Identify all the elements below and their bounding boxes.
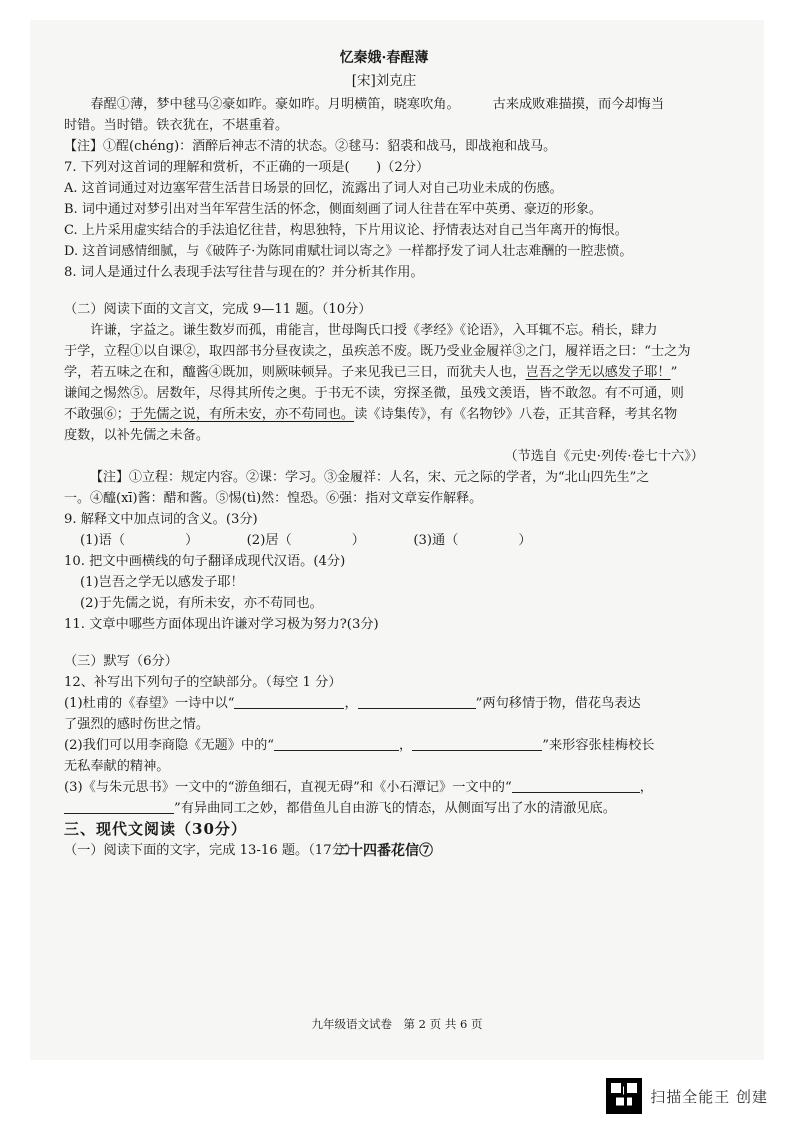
part-3-subheading: （一）阅读下面的文字，完成 13-16 题。（17分） (64, 843, 358, 858)
fill-blank-line (64, 735, 704, 756)
classical-text-line: 度数，以补先儒之未备。 (64, 428, 210, 443)
page-footer: 九年级语文试卷 第 2 页 共 6 页 (311, 1017, 483, 1031)
text-span: ”有异曲同工之妙，都借鱼儿自由游飞的情态，从侧面写出了水的清澈见底。 (174, 801, 616, 816)
q9-close: ） (351, 533, 365, 548)
q10-sentence-2: (2)于先儒之说，有所未安，亦不苟同也。 (80, 596, 323, 611)
text-span: ” (670, 365, 678, 380)
qr-code-icon (606, 1078, 642, 1114)
fill-blank-line (64, 798, 704, 819)
fill-blank-line: 了强烈的感时伤世之情。 (64, 717, 210, 732)
q9-item-3: (3)通（ (413, 533, 459, 548)
q7-option-a: A. 这首词通过对边塞军营生活昔日场景的回忆，流露出了词人对自己功业未成的伤感。 (64, 181, 563, 196)
page-content (64, 48, 704, 864)
q7-option-c: C. 上片采用虚实结合的手法追忆往昔，构思独特，下片用议论、抒情表达对自己当年离开的悔恨。 (64, 223, 628, 238)
classical-note: 一。④醯(xī)酱：醋和酱。⑤惕(tì)然：惶恐。⑥强：指对文章妄作解释。 (64, 491, 483, 506)
classical-note: 【注】①立程：规定内容。②课：学习。③金履祥：人名，宋、元之际的学者，为“北山四先生”之 (90, 470, 650, 485)
q9-close: ） (518, 533, 532, 548)
poem-title: 忆秦娥·春酲薄 (339, 50, 429, 66)
classical-text-line: 于学，立程①以自课②，取四部书分昼夜读之，虽疾恙不废。既乃受业金履祥③之门，履祥语之曰：“士之为 (64, 344, 691, 359)
text-span: ”来形容张桂梅校长 (542, 738, 655, 753)
question-7-stem: 7. 下列对这首词的理解和赏析，不正确的一项是( )（2分） (64, 160, 430, 175)
question-12-stem: 12、补写出下列句子的空缺部分。（每空 1 分） (64, 675, 342, 690)
text-span: ”两句移情于物，借花鸟表达 (475, 696, 641, 711)
text-span: ， (639, 780, 653, 795)
section-2-heading: （二）阅读下面的文言文，完成 9—11 题。（10分） (64, 302, 372, 317)
watermark-text: 扫描全能王 创建 (650, 1087, 768, 1106)
answer-blank[interactable] (512, 778, 640, 793)
question-9-stem: 9. 解释文中加点词的含义。(3分) (64, 512, 258, 527)
q10-sentence-1: (1)岂吾之学无以感发子耶！ (80, 575, 244, 590)
text-span: 读《诗集传》，有《名物钞》八卷，正其音释，考其名物 (354, 407, 678, 422)
classical-text-line: 谦闻之惕然⑤。居数年，尽得其所传之奥。于书无不读，穷探圣微，虽残文羡语，皆不敢忽。有不可通，则 (64, 386, 684, 401)
question-11-stem: 11. 文章中哪些方面体现出许谦对学习极为努力?(3分) (64, 617, 379, 632)
text-span: 不敢强⑥； (64, 407, 130, 422)
poem-line: 春酲①薄，梦中毬马②豪如昨。豪如昨。月明横笛，晓寒吹角。 古来成败难描摸，而今却悔当 (90, 97, 665, 112)
text-span: (1)杜甫的《春望》一诗中以“ (64, 696, 235, 711)
fill-blank-line: 无私奉献的精神。 (64, 759, 170, 774)
answer-blank[interactable] (412, 736, 542, 751)
question-10-stem: 10. 把文中画横线的句子翻译成现代汉语。(4分) (64, 554, 346, 569)
poem-author: [宋]刘克庄 (351, 73, 417, 89)
classical-text-line (64, 362, 704, 383)
text-span: 学，若五味之在和，醯酱④既加，则厥味顿异。子来见我已三日，而犹夫人也， (64, 365, 526, 380)
part-3-heading: 三、现代文阅读（30分） (64, 820, 247, 838)
text-span: ， (344, 696, 358, 711)
answer-blank[interactable] (274, 736, 399, 751)
classical-text-line (64, 404, 704, 425)
answer-blank[interactable] (234, 694, 344, 709)
poem-note: 【注】①酲(chéng)：酒醉后神志不清的状态。②毬马：貂裘和战马，即战袍和战马。 (64, 139, 557, 154)
underlined-sentence-2: 于先儒之说，有所未安，亦不苟同也。 (129, 407, 355, 422)
section-3-heading: （三）默写（6分） (64, 654, 178, 669)
source-citation: （节选自《元史·列传·卷七十六》） (504, 449, 704, 464)
q9-item-1: (1)语（ (80, 533, 126, 548)
text-span: ， (399, 738, 413, 753)
text-span: (2)我们可以用李商隐《无题》中的“ (64, 738, 275, 753)
underlined-sentence-1: 岂吾之学无以感发子耶！ (525, 365, 671, 380)
fill-blank-line (64, 693, 704, 714)
q9-item-2: (2)居（ (246, 533, 292, 548)
scanner-watermark (606, 1078, 768, 1114)
q7-option-d: D. 这首词感情细腻，与《破阵子·为陈同甫赋壮词以寄之》一样都抒发了词人壮志难酬的一腔悲愤。 (64, 244, 633, 259)
fill-blank-line (64, 777, 704, 798)
text-span: (3)《与朱元思书》一文中的“游鱼细石，直视无碍”和《小石潭记》一文中的“ (64, 780, 512, 795)
classical-text-line: 许谦，字益之。谦生数岁而孤，甫能言，世母陶氏口授《孝经》《论语》，入耳辄不忘。稍长，肆力 (90, 323, 658, 338)
article-title: 二十四番花信⑦ (335, 843, 433, 859)
question-8-stem: 8. 词人是通过什么表现手法写往昔与现在的？并分析其作用。 (64, 265, 424, 280)
q9-close: ） (185, 533, 199, 548)
q7-option-b: B. 词中通过对梦引出对当年军营生活的怀念，侧面刻画了词人往昔在军中英勇、豪迈的形象。 (64, 202, 602, 217)
poem-line: 时错。当时错。铁衣犹在，不堪重着。 (64, 118, 289, 133)
q9-answer-row (64, 530, 704, 551)
answer-blank[interactable] (358, 694, 476, 709)
answer-blank[interactable] (64, 799, 174, 814)
